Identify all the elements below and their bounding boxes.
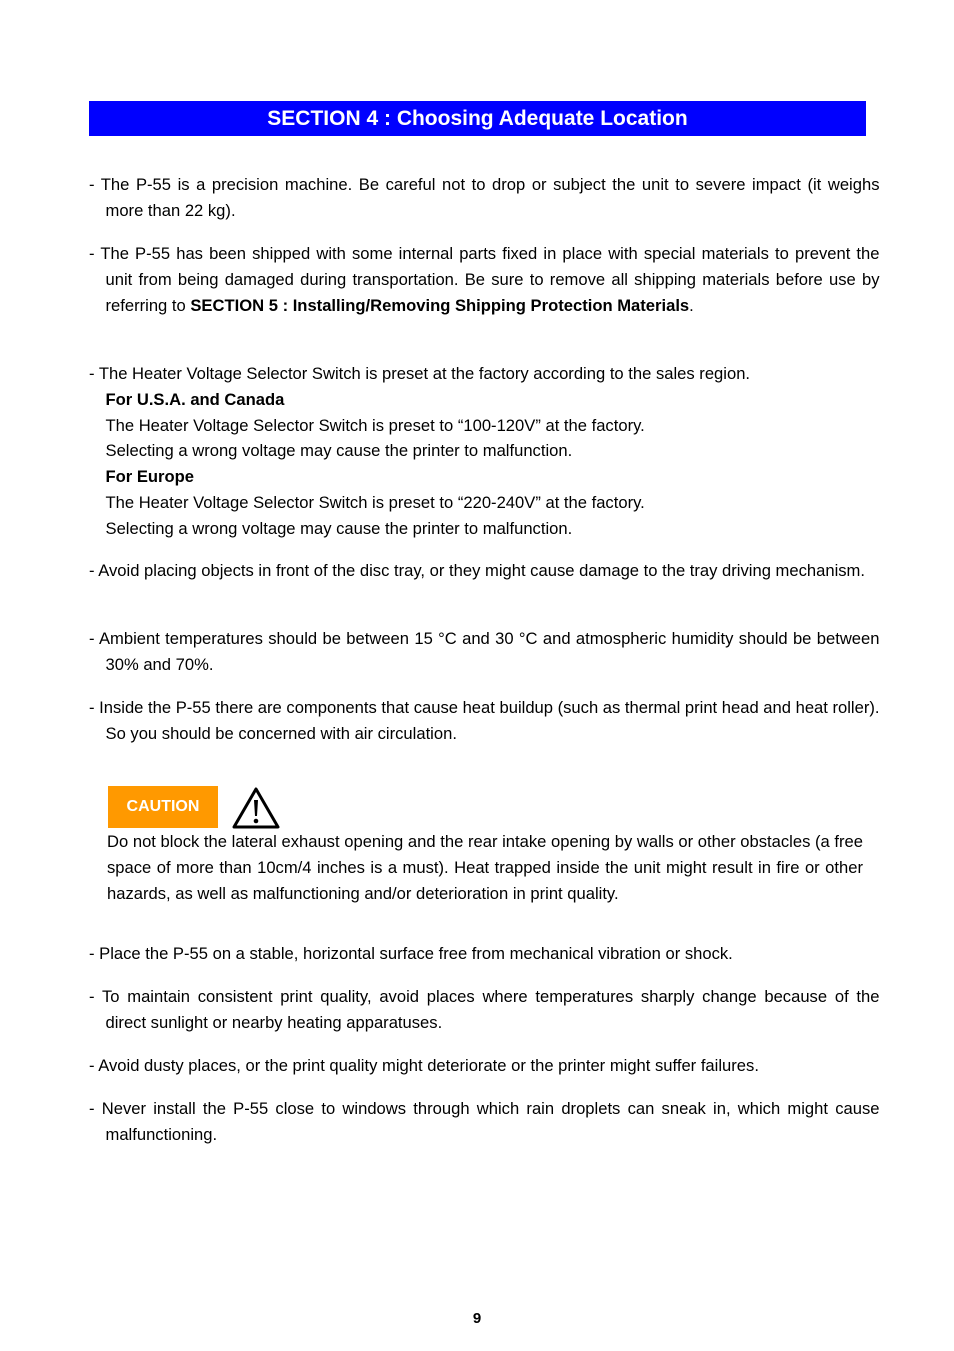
paragraph-stable-surface: - Place the P-55 on a stable, horizontal surface free from mechanical vibration or shock. xyxy=(89,944,733,963)
paragraph-windows: - Never install the P-55 close to windows through which rain droplets can sneak in, which might cause malfunctioning. xyxy=(89,1099,880,1144)
caution-text: Do not block the lateral exhaust opening and the rear intake opening by walls or other obstacles (a free space of more than 10cm/4 inches is a must). Heat trapped inside the unit might result in fire or other hazards, as well as malfunctioning and/or deterioration in print quality. xyxy=(107,832,863,903)
heater-intro: - The Heater Voltage Selector Switch is preset at the factory according to the sales region. xyxy=(89,364,751,383)
usa-heading: For U.S.A. and Canada xyxy=(105,389,285,409)
paragraph-shipping-end: . xyxy=(689,295,694,315)
usa-line-1: The Heater Voltage Selector Switch is preset to “100-120V” at the factory. xyxy=(105,415,645,435)
paragraph-disc-tray: - Avoid placing objects in front of the disc tray, or they might cause damage to the tray driving mechanism. xyxy=(89,561,865,580)
section-5-reference: SECTION 5 : Installing/Removing Shipping Protection Materials xyxy=(190,295,690,315)
europe-heading: For Europe xyxy=(105,467,195,487)
paragraph-temperature: - Ambient temperatures should be between 15 °C and 30 °C and atmospheric humidity should be between 30% and 70%. xyxy=(89,629,880,674)
caution-badge: CAUTION xyxy=(108,786,218,828)
usa-line-2: Selecting a wrong voltage may cause the printer to malfunction. xyxy=(105,441,573,461)
paragraph-sunlight: - To maintain consistent print quality, avoid places where temperatures sharply change because of the direct sunlight or nearby heating apparatuses. xyxy=(89,987,880,1032)
europe-line-1: The Heater Voltage Selector Switch is preset to “220-240V” at the factory. xyxy=(105,492,645,512)
warning-triangle-icon xyxy=(231,786,281,830)
paragraph-heat-buildup: - Inside the P-55 there are components that cause heat buildup (such as thermal print head and heat roller). So you should be concerned with air circulation. xyxy=(89,698,880,743)
europe-line-2: Selecting a wrong voltage may cause the printer to malfunction. xyxy=(105,518,573,538)
paragraph-heater-voltage xyxy=(89,361,863,542)
paragraph-dusty: - Avoid dusty places, or the print quality might deteriorate or the printer might suffer failures. xyxy=(89,1056,759,1075)
paragraph-shipping-text: - The P-55 has been shipped with some internal parts fixed in place with special materials to prevent the unit from being damaged during transportation. Be sure to remove all shipping materials before use by referring to xyxy=(89,244,880,315)
paragraph-shipping xyxy=(89,241,880,318)
page-number: 9 xyxy=(472,1310,482,1327)
paragraph-precision: - The P-55 is a precision machine. Be careful not to drop or subject the unit to severe impact (it weighs more than 22 kg). xyxy=(89,175,880,220)
section-title: SECTION 4 : Choosing Adequate Location xyxy=(89,101,866,136)
